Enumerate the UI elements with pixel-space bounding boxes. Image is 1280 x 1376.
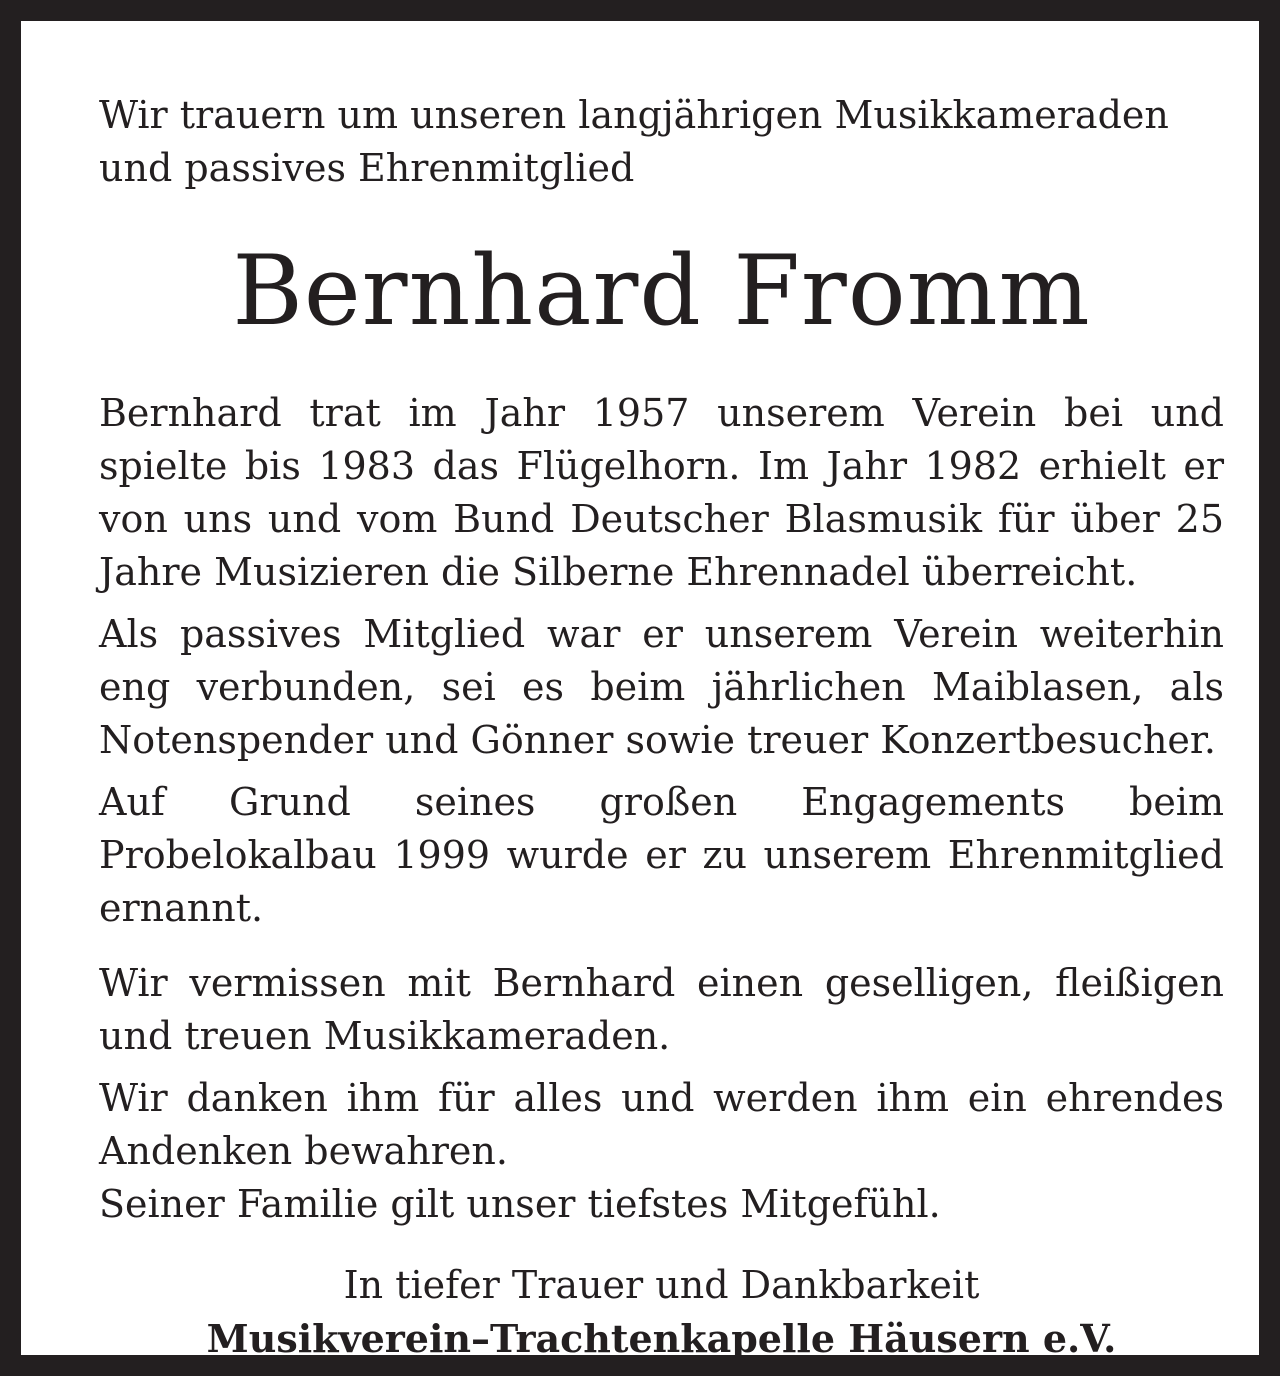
paragraph-thanks: Wir danken ihm für alles und werden ihm ein ehrendes Andenken bewahren.: [99, 1076, 1224, 1173]
paragraph-we-miss: Wir vermissen mit Bernhard einen geselligen, fleißigen und treuen Musikkameraden.: [99, 961, 1224, 1058]
paragraph-honorary-member: Auf Grund seines großen Engagements beim Probelokalbau 1999 wurde er zu unserem Ehrenmitglied ernannt.: [99, 780, 1224, 930]
intro-text: Wir trauern um unseren langjährigen Musikkameraden und passives Ehrenmitglied: [99, 93, 1169, 190]
organization-signature: Musikverein–Trachtenkapelle Häusern e.V.: [206, 1316, 1117, 1361]
paragraph-passive-member: Als passives Mitglied war er unserem Verein weiterhin eng verbunden, sei es beim jährlichen Maiblasen, als Notenspender und Gönner sowie treuer Konzertbesucher.: [99, 612, 1224, 762]
obituary-content: [99, 89, 1224, 1365]
closing-line: In tiefer Trauer und Dankbarkeit: [343, 1263, 980, 1307]
paragraph-membership: Bernhard trat im Jahr 1957 unserem Verein bei und spielte bis 1983 das Flügelhorn. Im Jahr 1982 erhielt er von uns und vom Bund Deutscher Blasmusik für über 25 Jahre Musizieren die Silberne Ehrennadel überreicht.: [99, 391, 1224, 594]
deceased-name: Bernhard Fromm: [232, 235, 1091, 347]
paragraph-condolences: Seiner Familie gilt unser tiefstes Mitgefühl.: [99, 1182, 941, 1226]
